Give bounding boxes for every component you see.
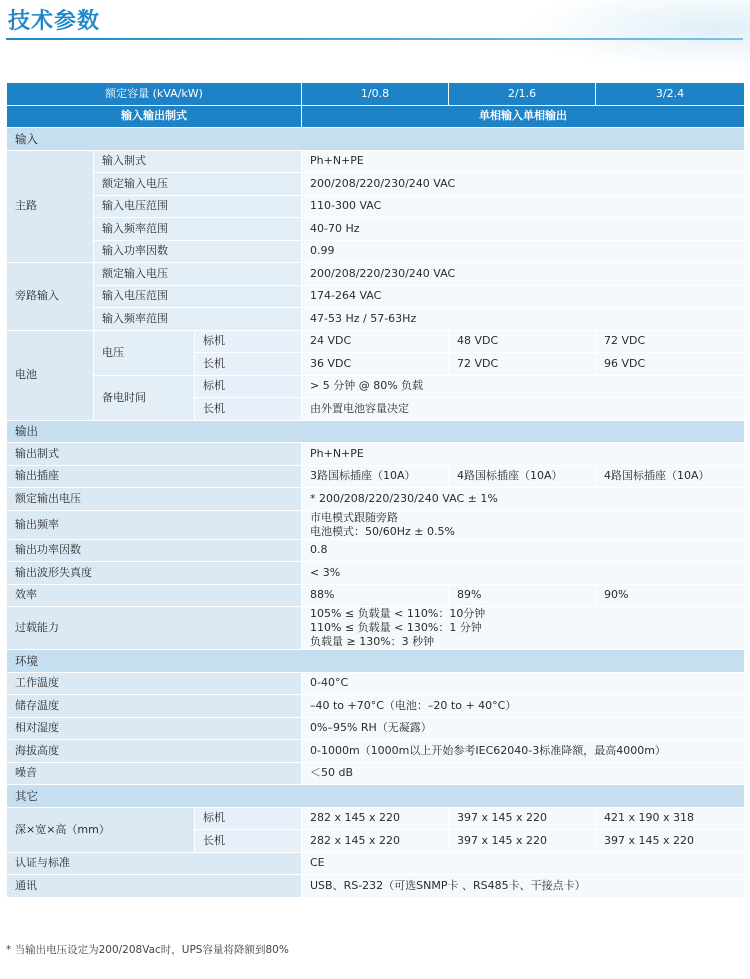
row-label: 输出功率因数 — [7, 539, 302, 562]
cell-value: 397 x 145 x 220 — [596, 830, 745, 853]
io-mode-value: 单相输入单相输出 — [302, 105, 745, 128]
row-label: 输入电压范围 — [94, 285, 302, 308]
cell-value: 397 x 145 x 220 — [449, 830, 596, 853]
row-label: 储存温度 — [7, 695, 302, 718]
row-label: 输入制式 — [94, 150, 302, 173]
standard-model-label: 标机 — [195, 330, 302, 353]
table-row — [7, 218, 745, 241]
standard-model-label: 标机 — [195, 375, 302, 398]
table-row — [7, 263, 745, 286]
cell-value: 24 VDC — [302, 330, 449, 353]
section-environment-label: 环境 — [7, 650, 745, 673]
row-label: 噪音 — [7, 762, 302, 785]
header-row-capacity — [7, 83, 745, 106]
row-value: 174-264 VAC — [302, 285, 745, 308]
table-row — [7, 375, 745, 398]
row-value: 0-40°C — [302, 672, 745, 695]
table-row — [7, 195, 745, 218]
section-other — [7, 785, 745, 808]
row-label: 通讯 — [7, 875, 302, 898]
row-value: 0%–95% RH（无凝露） — [302, 717, 745, 740]
row-value: Ph+N+PE — [302, 150, 745, 173]
battery-label: 电池 — [7, 330, 94, 420]
spec-table — [6, 82, 745, 898]
row-value: 200/208/220/230/240 VAC — [302, 173, 745, 196]
page-title: 技术参数 — [8, 9, 101, 34]
section-input-label: 输入 — [7, 128, 745, 151]
bypass-label: 旁路输入 — [7, 263, 94, 331]
io-mode-label: 输入输出制式 — [7, 105, 302, 128]
title-divider — [6, 38, 743, 40]
table-row — [7, 562, 745, 585]
table-row — [7, 488, 745, 511]
cell-value: 72 VDC — [596, 330, 745, 353]
cell-value: 90% — [596, 584, 745, 607]
row-value: 0-1000m（1000m以上开始参考IEC62040-3标准降额，最高4000m） — [302, 740, 745, 763]
table-row — [7, 695, 745, 718]
cell-value: 96 VDC — [596, 353, 745, 376]
overload-line-3: 负载量 ≥ 130%：3 秒钟 — [310, 635, 435, 648]
row-value: 200/208/220/230/240 VAC — [302, 263, 745, 286]
table-row — [7, 285, 745, 308]
long-model-label: 长机 — [195, 830, 302, 853]
row-label: 工作温度 — [7, 672, 302, 695]
battery-voltage-label: 电压 — [94, 330, 195, 375]
cell-value: 397 x 145 x 220 — [449, 807, 596, 830]
row-label: 额定输出电压 — [7, 488, 302, 511]
row-label: 相对湿度 — [7, 717, 302, 740]
table-row — [7, 762, 745, 785]
row-label: 输出频率 — [7, 510, 302, 539]
table-row — [7, 740, 745, 763]
cell-value: 4路国标插座（10A） — [449, 465, 596, 488]
table-row — [7, 584, 745, 607]
row-label: 认证与标准 — [7, 852, 302, 875]
capacity-1: 1/0.8 — [302, 83, 449, 106]
row-label: 额定输入电压 — [94, 173, 302, 196]
overload-line-1: 105% ≤ 负载量 < 110%：10分钟 — [310, 607, 486, 620]
row-label: 输出制式 — [7, 443, 302, 466]
header-row-io — [7, 105, 745, 128]
row-label: 额定输入电压 — [94, 263, 302, 286]
cell-value: 4路国标插座（10A） — [596, 465, 745, 488]
long-model-label: 长机 — [195, 353, 302, 376]
row-label: 海拔高度 — [7, 740, 302, 763]
row-label: 输入频率范围 — [94, 308, 302, 331]
cell-value: 282 x 145 x 220 — [302, 807, 449, 830]
capacity-2: 2/1.6 — [449, 83, 596, 106]
row-value: USB、RS-232（可选SNMP卡 、RS485卡、干接点卡） — [302, 875, 745, 898]
table-row — [7, 330, 745, 353]
table-row — [7, 807, 745, 830]
row-label: 输入功率因数 — [94, 240, 302, 263]
row-value: > 5 分钟 @ 80% 负载 — [302, 375, 745, 398]
table-row — [7, 308, 745, 331]
dimensions-label: 深×宽×高（mm） — [7, 807, 195, 852]
table-row — [7, 875, 745, 898]
backup-time-label: 备电时间 — [94, 375, 195, 420]
row-label: 输入电压范围 — [94, 195, 302, 218]
row-value: –40 to +70°C（电池：–20 to + 40°C） — [302, 695, 745, 718]
cell-value: 72 VDC — [449, 353, 596, 376]
row-label: 输出插座 — [7, 465, 302, 488]
row-value: 0.8 — [302, 539, 745, 562]
table-row — [7, 672, 745, 695]
table-row — [7, 465, 745, 488]
row-label: 效率 — [7, 584, 302, 607]
cell-value: 48 VDC — [449, 330, 596, 353]
row-value — [302, 510, 745, 539]
row-value: 0.99 — [302, 240, 745, 263]
table-row — [7, 852, 745, 875]
long-model-label: 长机 — [195, 398, 302, 421]
row-value: 由外置电池容量决定 — [302, 398, 745, 421]
overload-line-2: 110% ≤ 负载量 < 130%：1 分钟 — [310, 621, 482, 634]
row-value: 47-53 Hz / 57-63Hz — [302, 308, 745, 331]
table-row — [7, 443, 745, 466]
row-value — [302, 607, 745, 650]
table-row — [7, 607, 745, 650]
section-input — [7, 128, 745, 151]
table-row — [7, 510, 745, 539]
capacity-3: 3/2.4 — [596, 83, 745, 106]
section-output-label: 输出 — [7, 420, 745, 443]
cell-value: 421 x 190 x 318 — [596, 807, 745, 830]
row-label: 过载能力 — [7, 607, 302, 650]
row-label: 输入频率范围 — [94, 218, 302, 241]
row-value: Ph+N+PE — [302, 443, 745, 466]
rated-capacity-label: 额定容量 (kVA/kW) — [7, 83, 302, 106]
section-output — [7, 420, 745, 443]
main-path-label: 主路 — [7, 150, 94, 263]
row-value: CE — [302, 852, 745, 875]
table-row — [7, 717, 745, 740]
row-value: ＜50 dB — [302, 762, 745, 785]
table-row — [7, 173, 745, 196]
table-row — [7, 539, 745, 562]
table-row — [7, 150, 745, 173]
freq-line-2: 电池模式：50/60Hz ± 0.5% — [310, 524, 455, 538]
row-value: 110-300 VAC — [302, 195, 745, 218]
footnote: * 当输出电压设定为200/208Vac时，UPS容量将降额到80% — [6, 944, 289, 956]
freq-line-1: 市电模式跟随旁路 — [310, 510, 398, 524]
table-row — [7, 240, 745, 263]
standard-model-label: 标机 — [195, 807, 302, 830]
cell-value: 3路国标插座（10A） — [302, 465, 449, 488]
section-other-label: 其它 — [7, 785, 745, 808]
cell-value: 88% — [302, 584, 449, 607]
row-value: < 3% — [302, 562, 745, 585]
cell-value: 89% — [449, 584, 596, 607]
row-value: * 200/208/220/230/240 VAC ± 1% — [302, 488, 745, 511]
cell-value: 36 VDC — [302, 353, 449, 376]
row-value: 40-70 Hz — [302, 218, 745, 241]
section-environment — [7, 650, 745, 673]
header-decoration — [520, 0, 750, 70]
row-label: 输出波形失真度 — [7, 562, 302, 585]
cell-value: 282 x 145 x 220 — [302, 830, 449, 853]
